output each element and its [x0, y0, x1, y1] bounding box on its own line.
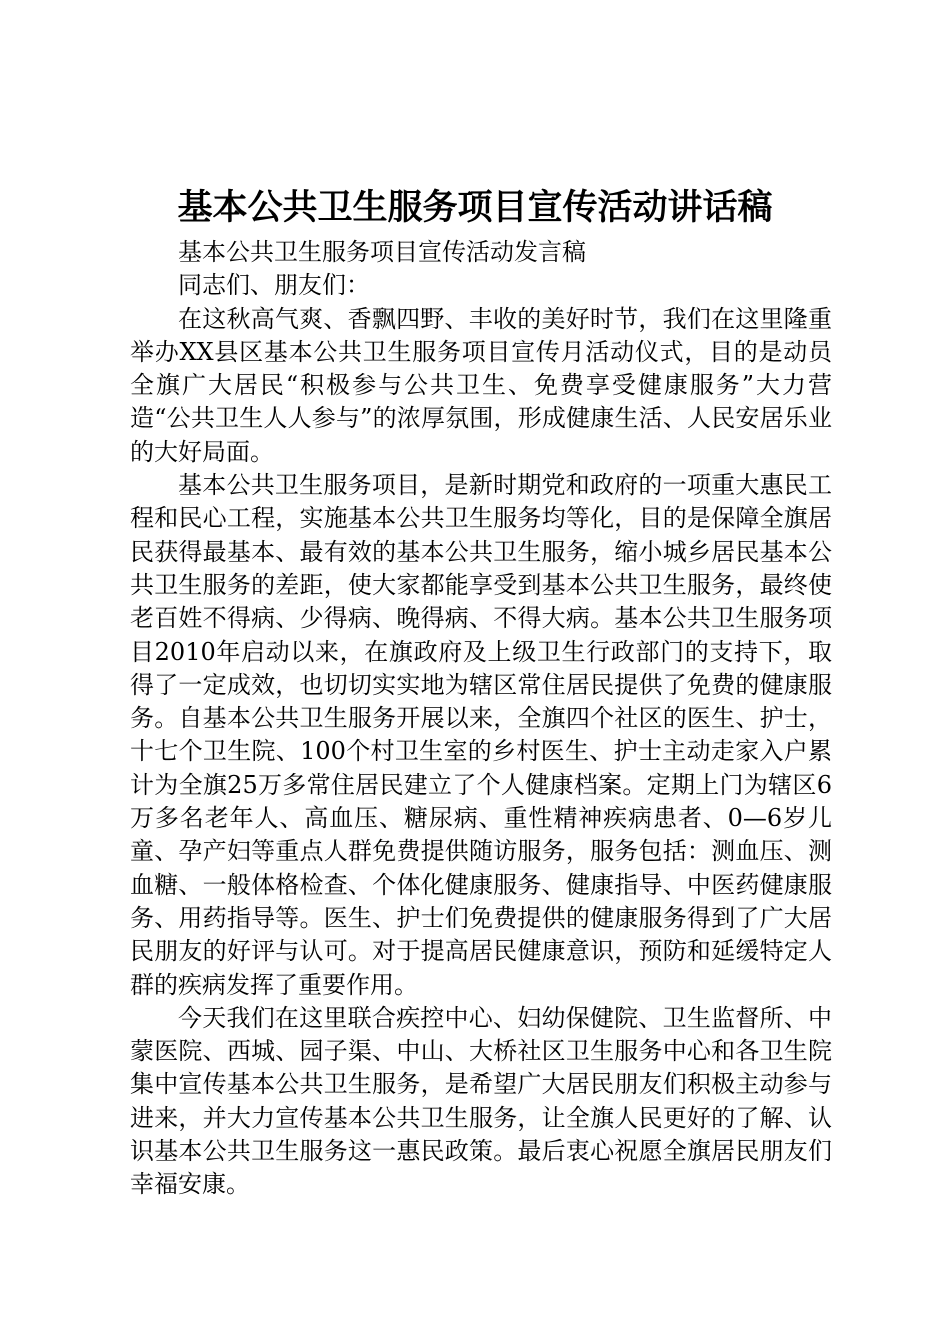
paragraph-2: 基本公共卫生服务项目，是新时期党和政府的一项重大惠民工程和民心工程，实施基本公共卫生服务均等化，目的是保障全旗居民获得最基本、最有效的基本公共卫生服务，缩小城乡居民基本公共卫生服务的差距，使大家都能享受到基本公共卫生服务，最终使老百姓不得病、少得病、晚得病、不得大病。基本公共卫生服务项目2010年启动以来，在旗政府及上级卫生行政部门的支持下，取得了一定成效，也切切实实地为辖区常住居民提供了免费的健康服务。自基本公共卫生服务开展以来，全旗四个社区的医生、护士，十七个卫生院、100个村卫生室的乡村医生、护士主动走家入户累计为全旗25万多常住居民建立了个人健康档案。定期上门为辖区6万多名老年人、高血压、糖尿病、重性精神疾病患者、0—6岁儿童、孕产妇等重点人群免费提供随访服务，服务包括：测血压、测血糖、一般体格检查、个体化健康服务、健康指导、中医药健康服务、用药指导等。医生、护士们免费提供的健康服务得到了广大居民朋友的好评与认可。对于提高居民健康意识，预防和延缓特定人群的疾病发挥了重要作用。: [130, 471, 832, 999]
salutation: 同志们、朋友们：: [178, 271, 370, 300]
paragraph-3: 今天我们在这里联合疾控中心、妇幼保健院、卫生监督所、中蒙医院、西城、园子渠、中山、大桥社区卫生服务中心和各卫生院集中宣传基本公共卫生服务，是希望广大居民朋友们积极主动参与进来，并大力宣传基本公共卫生服务，让全旗人民更好的了解、认识基本公共卫生服务这一惠民政策。最后衷心祝愿全旗居民朋友们幸福安康。: [130, 1003, 832, 1199]
document-title: 基本公共卫生服务项目宣传活动讲话稿: [177, 188, 773, 228]
document-body: [130, 236, 832, 1202]
paragraph-1: 在这秋高气爽、香飘四野、丰收的美好时节，我们在这里隆重举办XX县区基本公共卫生服务项目宣传月活动仪式，目的是动员全旗广大居民“积极参与公共卫生、免费享受健康服务”大力营造“公共卫生人人参与”的浓厚氛围，形成健康生活、人民安居乐业的大好局面。: [130, 304, 832, 466]
document-subtitle: 基本公共卫生服务项目宣传活动发言稿: [178, 238, 586, 266]
